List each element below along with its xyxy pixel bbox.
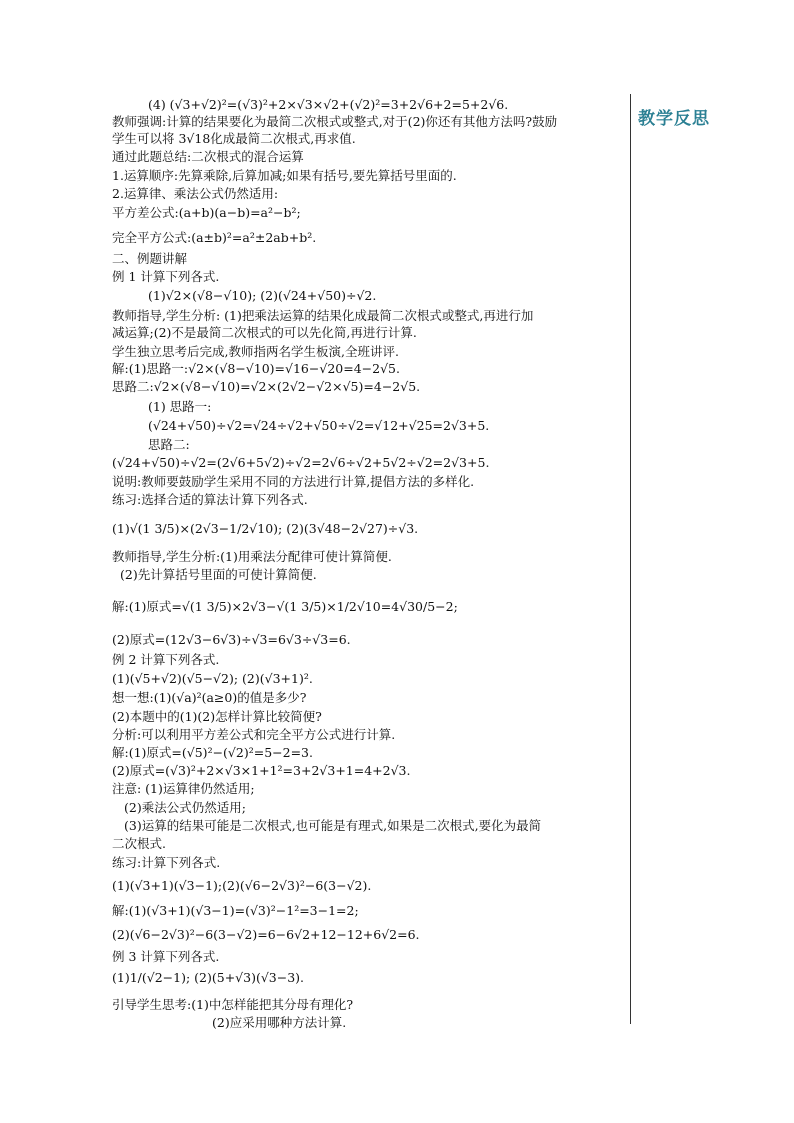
formula-line: 解:(1)(√3+1)(√3−1)=(√3)²−1²=3−1=2; <box>112 903 359 918</box>
text-line: 说明:教师要鼓励学生采用不同的方法进行计算,提倡方法的多样化. <box>112 474 475 489</box>
text-line: 教师指导,学生分析:(1)用乘法分配律可使计算简便. <box>112 549 392 564</box>
formula-line: (1)1/(√2−1); (2)(5+√3)(√3−3). <box>112 970 305 985</box>
text-line: 注意: (1)运算律仍然适用; <box>112 781 255 796</box>
text-line: 练习:选择合适的算法计算下列各式. <box>112 492 308 507</box>
text-line: 教师指导,学生分析: (1)把乘法运算的结果化成最简二次根式或整式,再进行加 <box>112 308 534 323</box>
text-line: 学生独立思考后完成,教师指两名学生板演,全班讲评. <box>112 344 399 359</box>
text-line: 二次根式. <box>112 836 166 851</box>
text-line: 解:(1)原式=(√5)²−(√2)²=5−2=3. <box>112 745 313 760</box>
text-line: (2)先计算括号里面的可使计算简便. <box>120 567 317 582</box>
text-line: (4) (√3+√2)²=(√3)²+2×√3×√2+(√2)²=3+2√6+2=5+2√6. <box>148 97 509 112</box>
text-line: 想一想:(1)(√a)²(a≥0)的值是多少? <box>112 690 307 705</box>
formula-line: 平方差公式:(a+b)(a−b)=a²−b²; <box>112 205 301 220</box>
text-line: 教师强调:计算的结果要化为最简二次根式或整式,对于(2)你还有其他方法吗?鼓励 <box>112 114 558 129</box>
teaching-reflection-title: 教学反思 <box>638 109 710 129</box>
section-heading: 二、例题讲解 <box>112 251 188 266</box>
text-line: (3)运算的结果可能是二次根式,也可能是有理式,如果是二次根式,要化为最简 <box>124 818 542 833</box>
text-line: (2)应采用哪种方法计算. <box>212 1015 347 1030</box>
text-line: (2)原式=(√3)²+2×√3×1+1²=3+2√3+1=4+2√3. <box>112 763 411 778</box>
formula-line: (2)原式=(12√3−6√3)÷√3=6√3÷√3=6. <box>112 632 351 647</box>
text-line: 减运算;(2)不是最简二次根式的可以先化简,再进行计算. <box>112 325 417 340</box>
text-line: 分析:可以利用平方差公式和完全平方公式进行计算. <box>112 727 396 742</box>
text-line: 2.运算律、乘法公式仍然适用: <box>112 186 279 201</box>
formula-line: 解:(1)原式=√(1 3/5)×2√3−√(1 3/5)×1/2√10=4√30/5−2; <box>112 599 458 614</box>
text-line: 思路二: <box>148 437 190 452</box>
text-line: 1.运算顺序:先算乘除,后算加减;如果有括号,要先算括号里面的. <box>112 168 457 183</box>
text-line: (√24+√50)÷√2=√24÷√2+√50÷√2=√12+√25=2√3+5. <box>148 418 490 433</box>
formula-line: (2)(√6−2√3)²−6(3−√2)=6−6√2+12−12+6√2=6. <box>112 927 420 942</box>
example-heading: 例 2 计算下列各式. <box>112 652 220 667</box>
text-line: (1) 思路一: <box>148 399 212 414</box>
text-line: 学生可以将 3√18化成最简二次根式,再求值. <box>112 131 356 146</box>
formula-line: (1)(√3+1)(√3−1);(2)(√6−2√3)²−6(3−√2). <box>112 878 372 893</box>
text-line: 引导学生思考:(1)中怎样能把其分母有理化? <box>112 997 354 1012</box>
formula-line: (1)√(1 3/5)×(2√3−1/2√10); (2)(3√48−2√27)÷√3. <box>112 521 419 536</box>
text-line: 通过此题总结:二次根式的混合运算 <box>112 149 304 164</box>
text-line: 思路二:√2×(√8−√10)=√2×(2√2−√2×√5)=4−2√5. <box>112 379 421 394</box>
formula-line: 完全平方公式:(a±b)²=a²±2ab+b². <box>112 230 317 245</box>
text-line: (1)(√5+√2)(√5−√2); (2)(√3+1)². <box>112 671 313 686</box>
example-heading: 例 3 计算下列各式. <box>112 949 220 964</box>
text-line: (1)√2×(√8−√10); (2)(√24+√50)÷√2. <box>148 288 377 303</box>
text-line: (2)乘法公式仍然适用; <box>124 800 246 815</box>
text-line: (√24+√50)÷√2=(2√6+5√2)÷√2=2√6÷√2+5√2÷√2=2√3+5. <box>112 455 490 470</box>
text-line: 解:(1)思路一:√2×(√8−√10)=√16−√20=4−2√5. <box>112 361 400 376</box>
example-heading: 例 1 计算下列各式. <box>112 269 220 284</box>
text-line: (2)本题中的(1)(2)怎样计算比较简便? <box>112 709 322 724</box>
text-line: 练习:计算下列各式. <box>112 855 221 870</box>
column-divider <box>630 94 631 1024</box>
